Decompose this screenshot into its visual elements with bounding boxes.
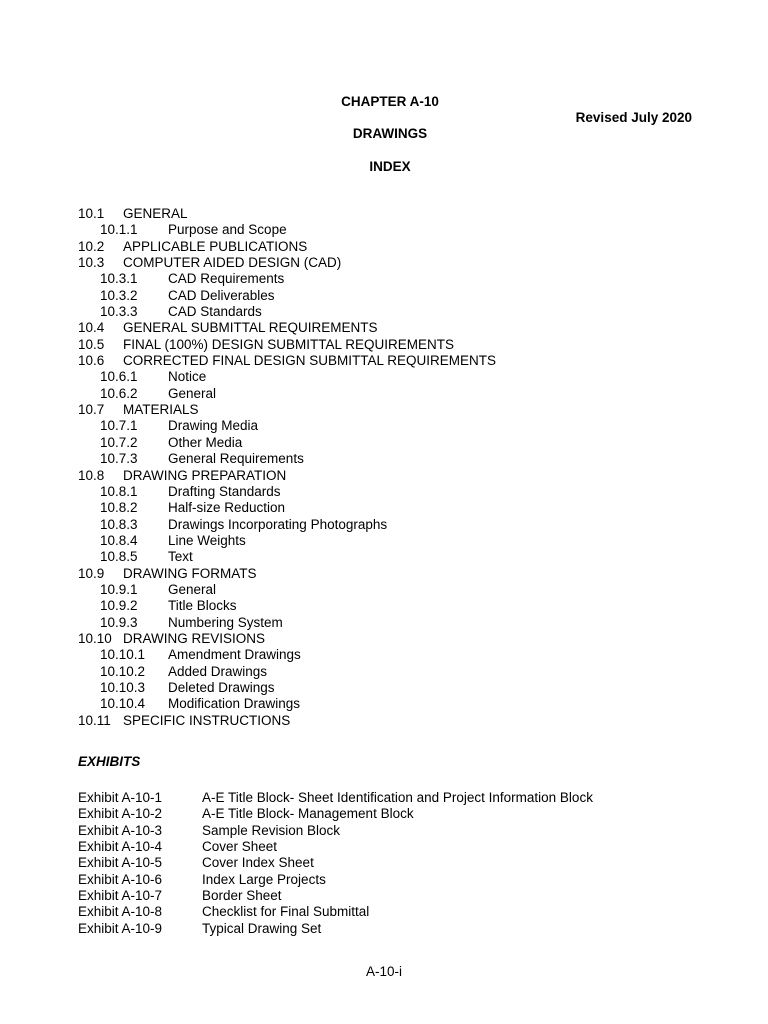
- toc-entry: [78, 435, 718, 451]
- toc-entry-title: Drawings Incorporating Photographs: [168, 516, 388, 532]
- toc-entry-number: 10.9: [78, 565, 105, 581]
- toc-entry-title: Title Blocks: [168, 598, 237, 614]
- exhibit-id: Exhibit A-10-5: [78, 855, 163, 871]
- exhibit-entry: [78, 790, 718, 806]
- toc-entry-number: 10.8.3: [100, 516, 138, 532]
- exhibit-title: Typical Drawing Set: [202, 920, 322, 936]
- toc-entry: [78, 664, 718, 680]
- toc-entry: [78, 549, 718, 565]
- toc-entry-title: Deleted Drawings: [168, 679, 275, 695]
- toc-entry-number: 10.7.2: [100, 434, 138, 450]
- toc-entry-number: 10.7: [78, 402, 105, 418]
- toc-entry: [78, 647, 718, 663]
- exhibit-entry: [78, 855, 718, 871]
- toc-entry-number: 10.8.2: [100, 500, 138, 516]
- toc-entry-title: Half-size Reduction: [168, 500, 286, 516]
- toc-entry-title: General: [168, 385, 217, 401]
- toc-entry-number: 10.4: [78, 320, 105, 336]
- toc-entry-number: 10.8.4: [100, 532, 138, 548]
- toc-entry-number: 10.3.3: [100, 304, 138, 320]
- toc-entry-number: 10.7.1: [100, 418, 138, 434]
- toc-entry-title: Purpose and Scope: [168, 222, 287, 238]
- toc-entry-number: 10.6: [78, 353, 105, 369]
- exhibit-title: A-E Title Block- Sheet Identification and Project Information Block: [202, 790, 593, 805]
- toc-entry-title: General: [168, 581, 217, 597]
- toc-entry-title: COMPUTER AIDED DESIGN (CAD): [123, 255, 342, 271]
- exhibit-id: Exhibit A-10-7: [78, 888, 163, 904]
- toc-entry-title: GENERAL: [123, 206, 188, 221]
- revision-date: Revised July 2020: [575, 110, 692, 125]
- toc-entry-number: 10.1: [78, 206, 105, 221]
- toc-entry: [78, 615, 718, 631]
- toc-entry: [78, 582, 718, 598]
- toc-entry: [78, 271, 718, 287]
- toc-entry-title: Drawing Media: [168, 418, 259, 434]
- toc-entry: [78, 386, 718, 402]
- toc-entry: [78, 337, 718, 353]
- toc-entry-title: CAD Standards: [168, 304, 262, 320]
- toc-entry-title: DRAWING PREPARATION: [123, 467, 287, 483]
- exhibit-entry: [78, 904, 718, 920]
- toc-entry-number: 10.3.1: [100, 271, 138, 287]
- exhibit-entry: [78, 872, 718, 888]
- toc-entry-title: Text: [168, 549, 193, 565]
- toc-entry-title: Notice: [168, 369, 207, 385]
- exhibit-entry: [78, 806, 718, 822]
- toc-entry-number: 10.1.1: [100, 222, 138, 238]
- exhibit-title: Cover Sheet: [202, 839, 278, 855]
- toc-entry: [78, 239, 718, 255]
- toc-entry-number: 10.10: [78, 630, 112, 646]
- exhibit-id: Exhibit A-10-9: [78, 920, 163, 936]
- toc-entry-title: Line Weights: [168, 532, 246, 548]
- toc-entry: [78, 369, 718, 385]
- toc-entry: [78, 304, 718, 320]
- exhibit-title: Index Large Projects: [202, 871, 326, 887]
- document-title: DRAWINGS: [352, 126, 428, 141]
- toc-entry: [78, 451, 718, 467]
- toc-entry-title: SPECIFIC INSTRUCTIONS: [123, 712, 291, 728]
- page-number: A-10-i: [365, 964, 402, 979]
- toc-entry-title: Numbering System: [168, 614, 283, 630]
- toc-entry-title: General Requirements: [168, 451, 304, 467]
- toc-entry-title: APPLICABLE PUBLICATIONS: [123, 238, 308, 254]
- exhibit-id: Exhibit A-10-2: [78, 806, 163, 822]
- toc-entry-number: 10.3.2: [100, 287, 138, 303]
- toc-entry-title: DRAWING REVISIONS: [123, 630, 266, 646]
- toc-entry: [78, 222, 718, 238]
- toc-entry: [78, 353, 718, 369]
- toc-entry-number: 10.2: [78, 238, 105, 254]
- toc-entry-number: 10.5: [78, 336, 105, 352]
- exhibit-entry: [78, 888, 718, 904]
- toc-entry-title: Other Media: [168, 434, 243, 450]
- exhibit-title: Checklist for Final Submittal: [202, 904, 370, 920]
- chapter-title: CHAPTER A-10: [341, 94, 439, 109]
- toc-entry-title: CAD Requirements: [168, 271, 285, 287]
- toc-entry-title: Amendment Drawings: [168, 647, 301, 663]
- exhibit-id: Exhibit A-10-3: [78, 822, 163, 838]
- toc-entry-number: 10.6.2: [100, 385, 138, 401]
- toc-entry: [78, 696, 718, 712]
- exhibit-entry: [78, 823, 718, 839]
- toc-entry-number: 10.11: [78, 712, 111, 728]
- exhibits-heading: EXHIBITS: [78, 754, 141, 769]
- exhibit-id: Exhibit A-10-8: [78, 904, 163, 920]
- toc-entry: [78, 468, 718, 484]
- toc-entry-title: Drafting Standards: [168, 483, 281, 499]
- toc-entry-title: FINAL (100%) DESIGN SUBMITTAL REQUIREMENTS: [123, 336, 455, 352]
- toc-entry: [78, 680, 718, 696]
- exhibit-entry: [78, 921, 718, 937]
- toc-entry-number: 10.9.3: [100, 614, 138, 630]
- toc-entry-number: 10.6.1: [100, 369, 138, 385]
- toc-entry-number: 10.7.3: [100, 451, 138, 467]
- exhibit-title: Cover Index Sheet: [202, 855, 314, 871]
- toc-entry: [78, 320, 718, 336]
- exhibit-title: A-E Title Block- Management Block: [202, 806, 414, 822]
- toc-entry-number: 10.9.1: [100, 581, 138, 597]
- exhibit-id: Exhibit A-10-1: [78, 790, 163, 805]
- toc-entry-number: 10.9.2: [100, 598, 138, 614]
- toc-entry: [78, 484, 718, 500]
- toc-entry-number: 10.10.4: [100, 696, 146, 712]
- toc-entry: [78, 598, 718, 614]
- toc-entry-number: 10.10.3: [100, 679, 146, 695]
- exhibit-id: Exhibit A-10-4: [78, 839, 163, 855]
- index-heading: INDEX: [369, 159, 411, 174]
- toc-entry-number: 10.10.1: [100, 647, 146, 663]
- toc-entry-number: 10.8: [78, 467, 105, 483]
- toc-entry-title: CORRECTED FINAL DESIGN SUBMITTAL REQUIREMENTS: [123, 353, 497, 369]
- toc-entry-number: 10.8.1: [100, 483, 138, 499]
- toc-entry-number: 10.3: [78, 255, 105, 271]
- toc-entry-title: CAD Deliverables: [168, 287, 275, 303]
- exhibits-list: [78, 790, 718, 937]
- exhibit-title: Sample Revision Block: [202, 822, 341, 838]
- exhibit-id: Exhibit A-10-6: [78, 871, 163, 887]
- toc-entry-title: MATERIALS: [123, 402, 199, 418]
- toc-entry-title: GENERAL SUBMITTAL REQUIREMENTS: [123, 320, 378, 336]
- toc-entry-number: 10.8.5: [100, 549, 138, 565]
- exhibit-entry: [78, 839, 718, 855]
- toc-entry-title: DRAWING FORMATS: [123, 565, 257, 581]
- toc-entry: [78, 206, 718, 222]
- toc-entry: [78, 566, 718, 582]
- toc-entry: [78, 713, 718, 729]
- toc-entry: [78, 418, 718, 434]
- exhibit-title: Border Sheet: [202, 888, 282, 904]
- toc-entry-number: 10.10.2: [100, 663, 146, 679]
- toc-entry: [78, 517, 718, 533]
- toc-entry-title: Modification Drawings: [168, 696, 301, 712]
- toc-entry: [78, 402, 718, 418]
- toc-entry: [78, 500, 718, 516]
- toc-entry: [78, 533, 718, 549]
- toc-entry-title: Added Drawings: [168, 663, 268, 679]
- toc-entry: [78, 288, 718, 304]
- toc-entry: [78, 631, 718, 647]
- toc-entry: [78, 255, 718, 271]
- table-of-contents: [78, 206, 718, 729]
